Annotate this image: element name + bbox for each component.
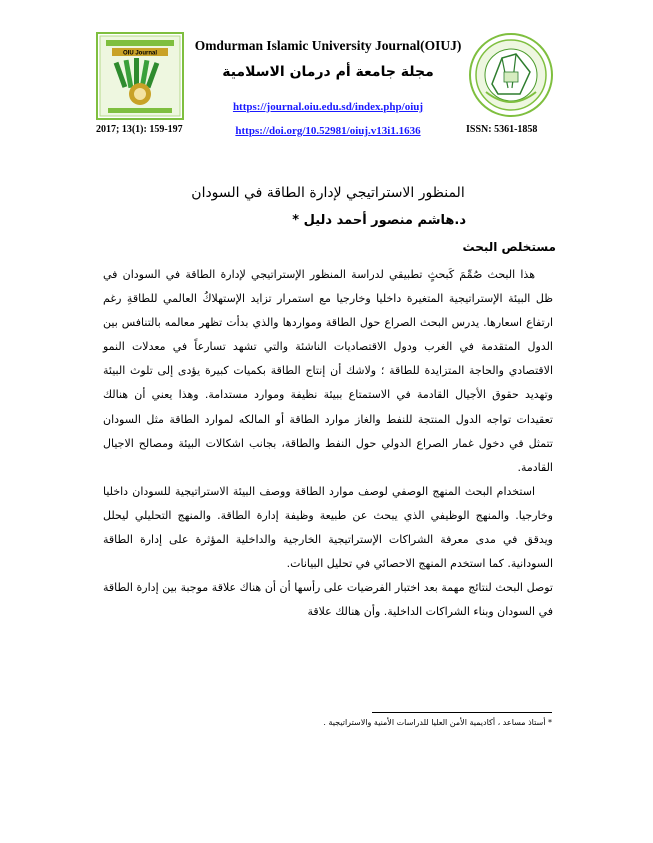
article-author: د.هاشم منصور أحمد دليل * [292,213,466,228]
abstract-body [103,263,553,624]
issn-number: ISSN: 5361-1858 [466,124,538,135]
journal-name-english: Omdurman Islamic University Journal(OIUJ) [194,38,462,53]
abstract-paragraph: هذا البحث صُمِّمَ كَبحثٍ تطبيقي لدراسة المنظور الإستراتيجي لإدارة الطاقة في السودان في ظل البيئة الإستراتيجية المتغيرة داخليا وخارجيا مع استمرار تزايد الإستهلاكُ العالمي للطاقةِ رغم ارتفاع اسعارها. يدرس البحث الصراع حول الطاقة ومواردها والذي بدأت تظهر معالمه بالتنافس بين الدول المتقدمة في الغرب ودول الاقتصاديات الناشئة والتي تشهد تسارعاً في معدلات النمو الاقتصادي والحاجة المتزايدة للطاقة ؛ ولاشك أن إنتاج الطاقة بكميات كبيرة يؤدى إلى تلوث البيئة وتهديد حقوق الأجيال القادمة في الاستمتاع ببيئة نظيفة وموارد مستدامة. وهذا يعني أن هنالك تعقيدات تواجه الدول المنتجة للنفط والغاز موارد الطاقة أو المالكه لموارد الطاقة مثل السودان تتمثل في دخول غمار الصراع الدولي حول النفط والطاقة، بجانب اشكالات البيئة ومصالح الاجيال القادمة. [103,268,553,474]
abstract-paragraph: استخدام البحث المنهج الوصفي لوصف موارد الطاقة ووصف البيئة الاستراتيجية للسودان داخليا وخارجيا. والمنهج الوظيفي الذي يبحث عن طبيعة وظيفة إدارة الطاقة. والمنهج التحليلي ليحلل ويدقق في مدى معرفة الشراكات الإستراتيجية الخارجية والداخلية المؤثرة على إدارة الطاقة السودانية. كما استخدم المنهج الاحصائي في تحليل البيانات. [103,484,553,571]
abstract-paragraph: توصل البحث لنتائج مهمة بعد اختبار الفرضيات على رأسها أن أن هناك علاقة موجبة بين إدارة الطاقة في السودان وبناء الشراكات الداخلية. وأن هنالك علاقة [103,581,553,619]
doi-link[interactable]: https://doi.org/10.52981/oiuj.v13i1.1636 [235,125,421,137]
article-title: المنظور الاستراتيجي لإدارة الطاقة في السودان [191,185,465,201]
journal-logo-left [96,32,184,120]
footnote-divider [372,712,552,713]
citation-volume: 2017; 13(1): 159-197 [96,124,183,135]
journal-name-arabic: مجلة جامعة أم درمان الاسلامية [222,64,434,80]
logo-caption: OIU Journal [122,50,158,57]
university-seal-logo [468,32,554,118]
abstract-heading: مستخلص البحث [462,240,556,254]
author-footnote: * أستاذ مساعد ، أكاديمية الأمن العليا للدراسات الأمنية والاستراتيجية . [323,718,552,727]
journal-url-link[interactable]: https://journal.oiu.edu.sd/index.php/oiuj [232,101,424,113]
